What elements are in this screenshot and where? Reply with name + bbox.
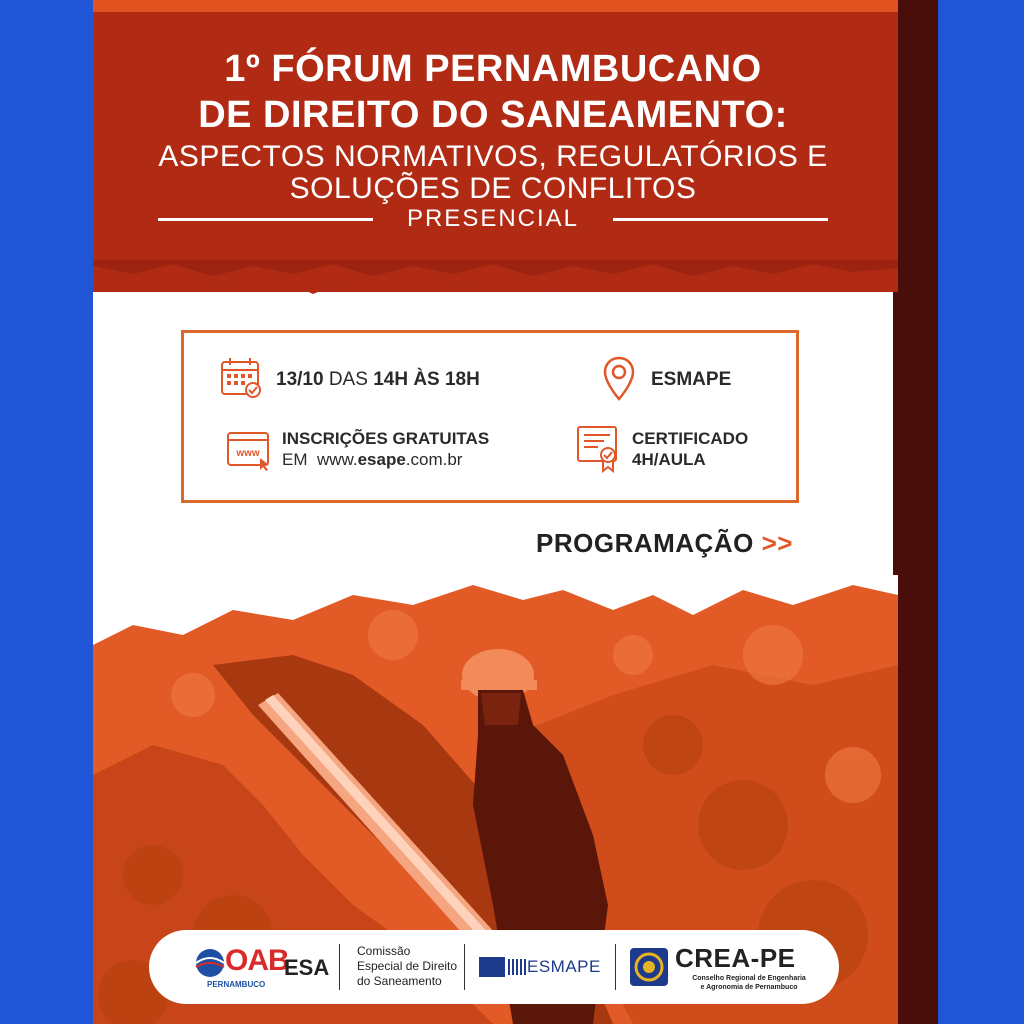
commission-name	[357, 944, 457, 989]
crea-seal-icon	[629, 947, 669, 987]
esa-logo: ESA	[284, 955, 330, 980]
sponsor-footer	[149, 930, 839, 1004]
commission-line1: Comissão	[357, 944, 411, 958]
website-icon	[226, 431, 272, 471]
registration-prefix: EM	[282, 450, 308, 469]
registration-url-domain: esape	[357, 450, 406, 469]
event-location: ESMAPE	[651, 369, 732, 390]
crea-subtitle-line1: Conselho Regional de Engenharia	[692, 975, 806, 982]
commission-line3: do Saneamento	[357, 974, 442, 988]
programacao-label: PROGRAMAÇÃO	[536, 528, 754, 558]
esmape-logo: ESMAPE	[527, 957, 601, 976]
esmape-emblem-icon	[479, 957, 505, 977]
certificate-line1: CERTIFICADO	[632, 429, 749, 448]
certificate-icon	[576, 425, 622, 473]
website-icon-label: www	[236, 448, 260, 459]
footer-divider-2	[464, 944, 465, 990]
event-poster	[93, 0, 938, 1024]
oab-logo: OAB	[225, 944, 289, 977]
double-chevron-right-icon: >>	[761, 528, 793, 558]
programacao-cta[interactable]	[536, 528, 793, 559]
event-subtitle-line2: SOLUÇÕES DE CONFLITOS	[289, 172, 697, 205]
event-date-connector: DAS	[328, 369, 368, 390]
footer-divider-1	[339, 944, 340, 990]
location-pin-icon	[602, 355, 636, 403]
event-time: 14H ÀS 18H	[373, 369, 480, 390]
crea-logo: CREA-PE	[675, 943, 796, 973]
registration-url	[282, 450, 462, 470]
event-subtitle-line1: ASPECTOS NORMATIVOS, REGULATÓRIOS E	[158, 140, 828, 173]
event-datetime	[276, 369, 480, 391]
commission-line2: Especial de Direito	[357, 959, 458, 973]
registration-url-post: .com.br	[405, 450, 463, 469]
torn-edge-decoration	[93, 250, 898, 300]
event-title-line2: DE DIREITO DO SANEAMENTO:	[198, 94, 788, 136]
certificate-line2: 4H/AULA	[632, 450, 706, 469]
calendar-icon	[219, 355, 263, 399]
registration-title: INSCRIÇÕES GRATUITAS	[282, 429, 490, 448]
event-format: PRESENCIAL	[406, 205, 580, 232]
esmape-bars-icon	[507, 957, 527, 977]
crea-subtitle	[689, 974, 809, 992]
oab-globe-icon	[195, 948, 225, 978]
registration-url-pre: www.	[316, 450, 358, 469]
event-info-box	[181, 330, 799, 503]
dark-side-band	[893, 0, 938, 1024]
event-date: 13/10	[276, 369, 324, 390]
event-title-line1: 1º FÓRUM PERNAMBUCANO	[224, 48, 762, 90]
oab-subtitle: PERNAMBUCO	[207, 980, 266, 989]
crea-subtitle-line2: e Agronomia de Pernambuco	[700, 984, 798, 991]
footer-divider-3	[615, 944, 616, 990]
